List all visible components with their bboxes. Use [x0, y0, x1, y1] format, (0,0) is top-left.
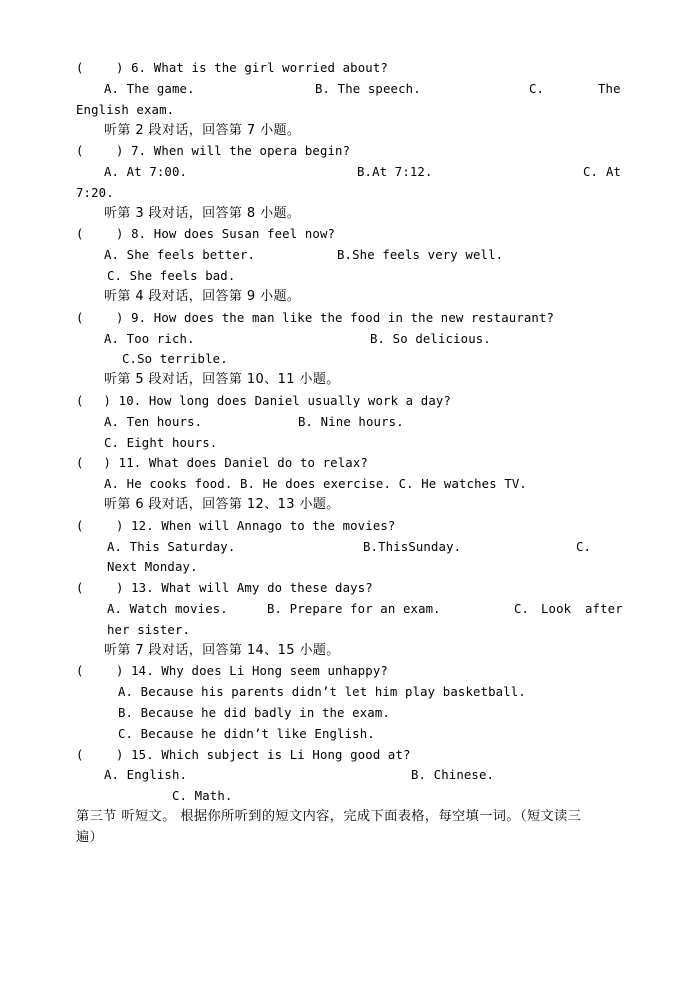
question-8: ( ) 8. How does Susan feel now? [76, 227, 336, 241]
option-c-continued: her sister. [107, 623, 191, 637]
section-3-heading: 第三节 听短文。 根据你所听到的短文内容，完成下面表格，每空填一词。（短文读三 [76, 809, 582, 824]
option-a: A. Ten hours. [104, 415, 203, 429]
options-line: A. He cooks food. B. He does exercise. C. He watches TV. [104, 477, 527, 491]
option-c: C. Because he didn’t like English. [118, 727, 375, 741]
option-b: B. The speech. [315, 82, 421, 96]
question-12: ( ) 12. When will Annago to the movies? [76, 519, 396, 533]
section-instruction: 听第 5 段对话，回答第 10、11 小题。 [104, 372, 340, 387]
option-b: B.She feels very well. [337, 248, 504, 262]
question-14: ( ) 14. Why does Li Hong seem unhappy? [76, 664, 388, 678]
option-c-word: after [585, 602, 623, 616]
option-c-continued: 7:20. [76, 186, 114, 200]
option-a: A. The game. [104, 82, 195, 96]
question-13: ( ) 13. What will Amy do these days? [76, 581, 373, 595]
section-3-heading-continued: 遍） [76, 830, 104, 845]
question-9: ( ) 9. How does the man like the food in the new restaurant? [76, 311, 555, 325]
option-b: B. Nine hours. [298, 415, 404, 429]
option-a: A. Too rich. [104, 332, 195, 346]
section-instruction: 听第 6 段对话，回答第 12、13 小题。 [104, 497, 340, 512]
option-c: C. [514, 602, 530, 616]
option-b: B.ThisSunday. [363, 540, 462, 554]
option-c-continued: Next Monday. [107, 560, 198, 574]
section-instruction: 听第 4 段对话，回答第 9 小题。 [104, 289, 301, 304]
option-a: A. At 7:00. [104, 165, 188, 179]
option-a: A. This Saturday. [107, 540, 236, 554]
section-instruction: 听第 7 段对话，回答第 14、15 小题。 [104, 643, 340, 658]
option-c: C. [576, 540, 592, 554]
option-c-text: The [598, 82, 621, 96]
question-10: ( ) 10. How long does Daniel usually work a day? [76, 394, 452, 408]
option-c-continued: English exam. [76, 103, 175, 117]
option-b: B. Prepare for an exam. [267, 602, 441, 616]
option-c: C.So terrible. [122, 352, 228, 366]
option-c: C. Math. [172, 789, 233, 803]
section-instruction: 听第 3 段对话，回答第 8 小题。 [104, 206, 301, 221]
option-b: B. Because he did badly in the exam. [118, 706, 390, 720]
option-a: A. She feels better. [104, 248, 256, 262]
option-b: B. Chinese. [411, 768, 495, 782]
option-c-word: Look [541, 602, 572, 616]
section-instruction: 听第 2 段对话，回答第 7 小题。 [104, 123, 301, 138]
question-11: ( ) 11. What does Daniel do to relax? [76, 456, 368, 470]
option-a: A. Because his parents didn’t let him play basketball. [118, 685, 526, 699]
question-15: ( ) 15. Which subject is Li Hong good at? [76, 748, 411, 762]
option-a: A. English. [104, 768, 188, 782]
option-c-text: At [606, 165, 622, 179]
option-c: C. Eight hours. [104, 436, 218, 450]
question-6: ( ) 6. What is the girl worried about? [76, 61, 388, 75]
option-c: C. She feels bad. [107, 269, 236, 283]
option-c: C. [529, 82, 545, 96]
option-a: A. Watch movies. [107, 602, 228, 616]
option-b: B.At 7:12. [357, 165, 433, 179]
option-c: C. [583, 165, 599, 179]
option-b: B. So delicious. [370, 332, 491, 346]
question-7: ( ) 7. When will the opera begin? [76, 144, 351, 158]
